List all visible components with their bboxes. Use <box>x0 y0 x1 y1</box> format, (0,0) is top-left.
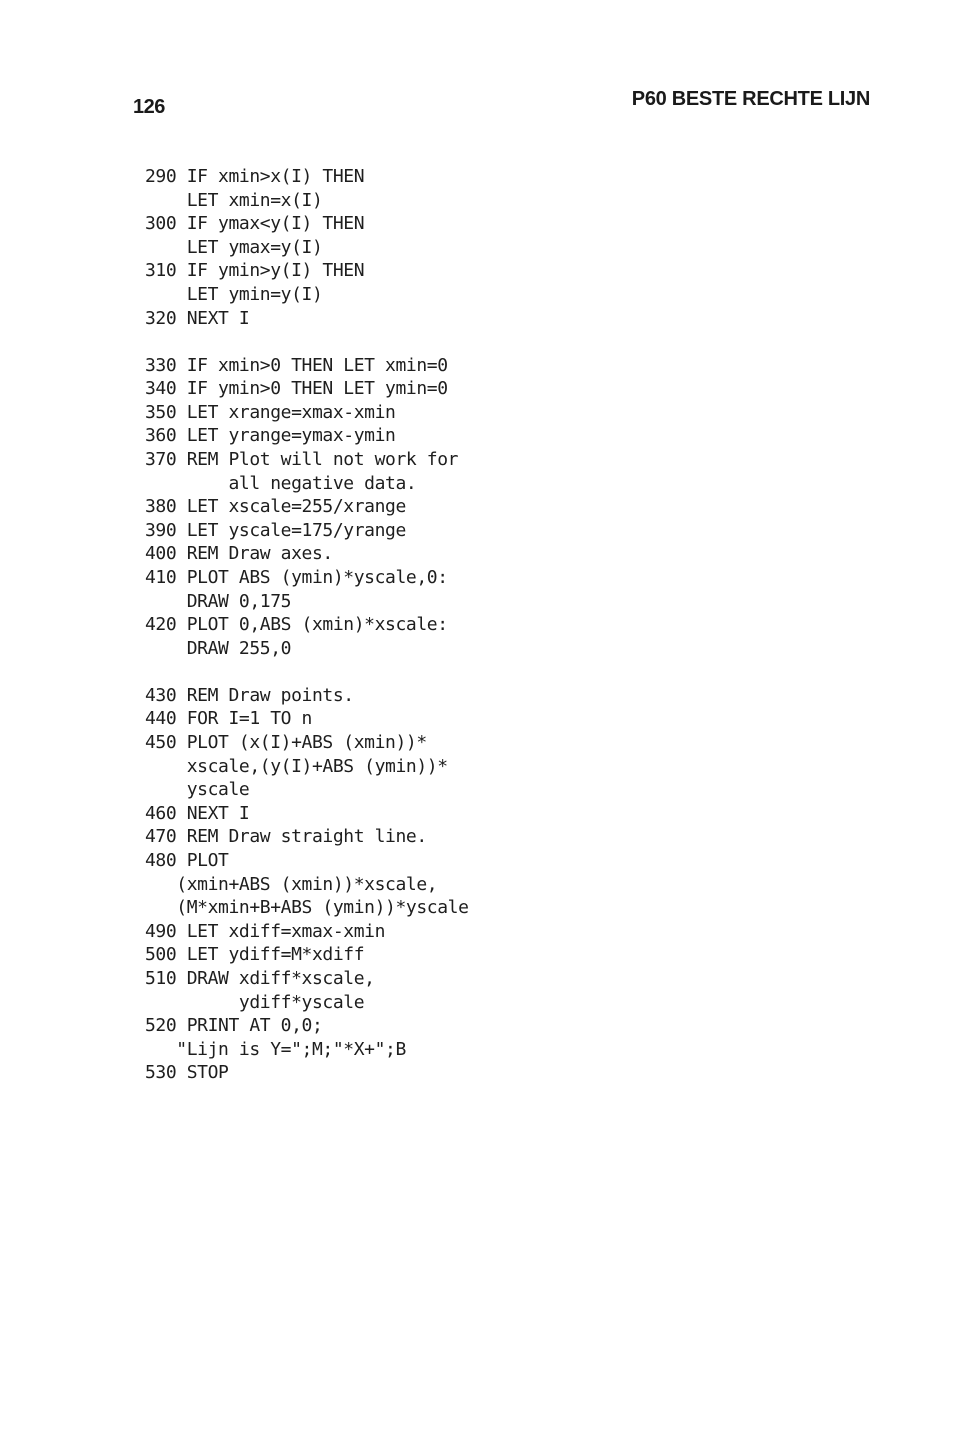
code-line: "Lijn is Y=";M;"*X+";B <box>145 1038 406 1060</box>
code-line: 290 IF xmin>x(I) THEN <box>145 166 365 187</box>
basic-code-listing <box>145 165 565 1085</box>
code-line: 490 LET xdiff=xmax-xmin <box>145 920 386 942</box>
code-line: all negative data. <box>145 472 417 494</box>
code-line: 450 PLOT (x(I)+ABS (xmin))* <box>145 732 427 754</box>
code-line: 320 NEXT I <box>145 307 250 329</box>
code-line: 520 PRINT AT 0,0; <box>145 1015 323 1037</box>
code-line: 300 IF ymax<y(I) THEN <box>145 213 365 235</box>
code-line: 370 REM Plot will not work for <box>145 449 459 471</box>
code-line: 400 REM Draw axes. <box>145 543 333 565</box>
code-line: xscale,(y(I)+ABS (ymin))* <box>145 755 448 777</box>
code-line: 500 LET ydiff=M*xdiff <box>145 944 365 966</box>
code-block <box>145 684 565 1085</box>
code-line: 350 LET xrange=xmax-xmin <box>145 401 396 423</box>
code-line: 510 DRAW xdiff*xscale, <box>145 968 375 989</box>
code-line: 310 IF ymin>y(I) THEN <box>145 260 365 282</box>
code-line: (xmin+ABS (xmin))*xscale, <box>145 873 438 895</box>
code-line: 340 IF ymin>0 THEN LET ymin=0 <box>145 378 448 400</box>
code-line: 330 IF xmin>0 THEN LET xmin=0 <box>145 354 448 376</box>
code-line: 380 LET xscale=255/xrange <box>145 496 406 518</box>
code-line: yscale <box>145 779 250 801</box>
code-block <box>145 165 565 330</box>
code-line: DRAW 255,0 <box>145 637 292 659</box>
code-line: 440 FOR I=1 TO n <box>145 708 312 730</box>
page-number: 126 <box>133 96 165 118</box>
code-line: LET ymin=y(I) <box>145 283 323 305</box>
code-line: 480 PLOT <box>145 850 229 872</box>
code-line: 420 PLOT 0,ABS (xmin)*xscale: <box>145 614 448 636</box>
code-line: 360 LET yrange=ymax-ymin <box>145 425 396 447</box>
code-line: ydiff*yscale <box>145 991 365 1013</box>
code-line: LET ymax=y(I) <box>145 236 323 258</box>
code-line: (M*xmin+B+ABS (ymin))*yscale <box>145 897 469 919</box>
code-line: 390 LET yscale=175/yrange <box>145 519 406 541</box>
code-line: 530 STOP <box>145 1062 229 1084</box>
code-line: 410 PLOT ABS (ymin)*yscale,0: <box>145 567 448 588</box>
code-line: 430 REM Draw points. <box>145 684 354 706</box>
code-block <box>145 354 565 661</box>
code-line: 460 NEXT I <box>145 802 250 824</box>
code-line: DRAW 0,175 <box>145 590 292 612</box>
code-line: 470 REM Draw straight line. <box>145 826 427 848</box>
code-line: LET xmin=x(I) <box>145 189 323 211</box>
section-title: P60 BESTE RECHTE LIJN <box>631 88 870 110</box>
